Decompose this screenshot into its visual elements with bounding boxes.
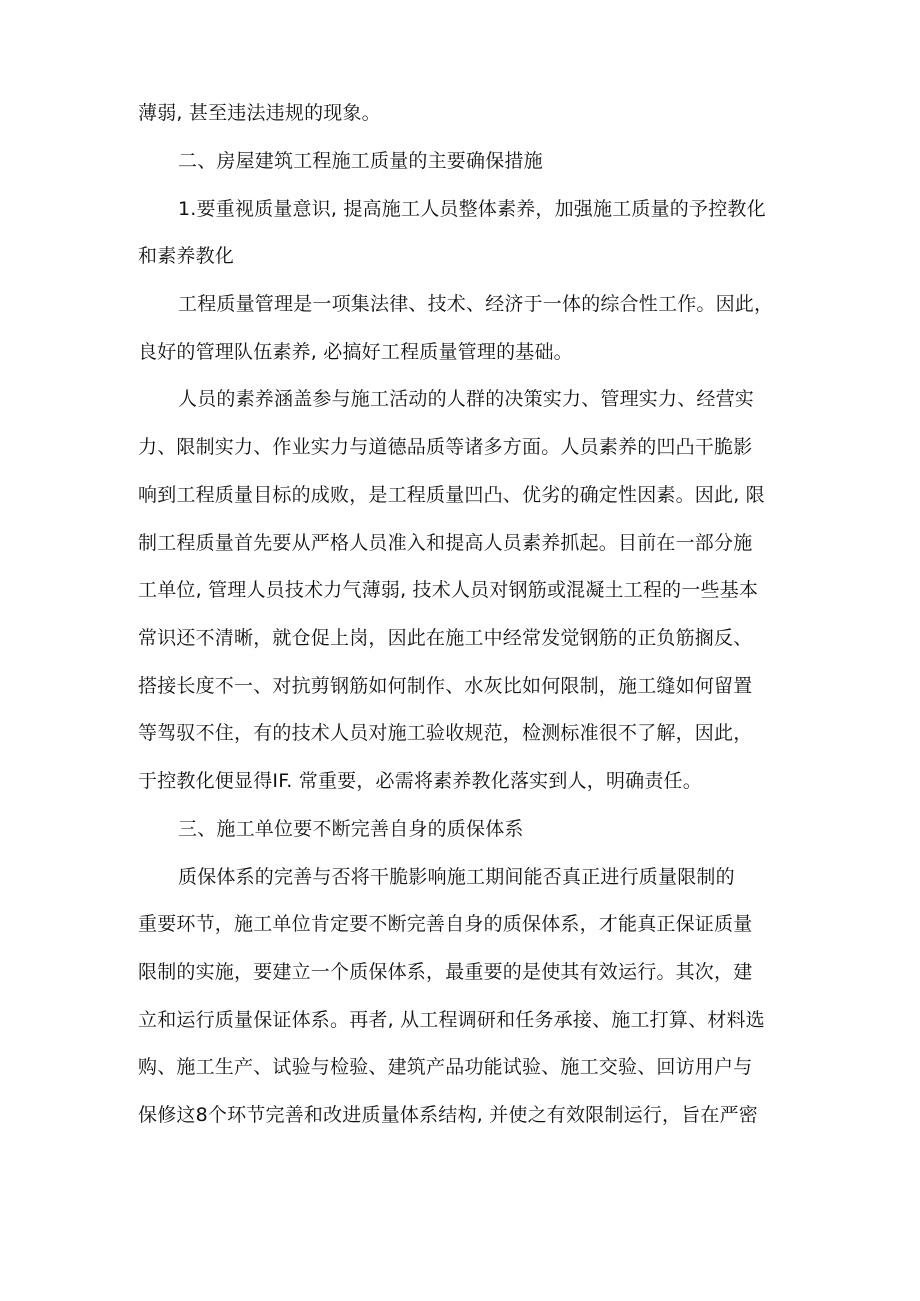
subsection-heading-continuation: 和素养教化 — [138, 245, 235, 267]
body-text-line: 常识还不清晰，就仓促上岗，因此在施工中经常发觉钢筋的正负筋搁反、 — [138, 627, 753, 649]
body-text-line: 购、施工生产、试验与检验、建筑产品功能试验、施工交验、回访用户与 — [138, 1056, 753, 1078]
body-text-line: 响到工程质量目标的成败，是工程质量凹凸、优劣的确定性因素。因此, 限 — [138, 484, 765, 506]
body-text-line: 薄弱, 甚至违法违规的现象。 — [138, 102, 381, 124]
body-text-line: 质保体系的完善与否将干脆影响施工期间能否真正进行质量限制的 — [178, 866, 735, 888]
body-text-line: 人员的素养涵盖参与施工活动的人群的决策实力、管理实力、经营实 — [178, 388, 755, 410]
body-text-line: 搭接长度不一、对抗剪钢筋如何制作、水灰比如何限制，施工缝如何留置 — [138, 675, 753, 697]
body-text-line: 制工程质量首先要从严格人员准入和提高人员素养抓起。目前在一部分施 — [138, 532, 753, 554]
body-text-line: 于控教化便显得IF. 常重要，必需将素养教化落实到人，明确责任。 — [138, 770, 702, 792]
body-text-line: 等驾驭不住，有的技术人员对施工验收规范，检测标准很不了解，因此， — [138, 722, 753, 744]
section-heading-2: 二、房屋建筑工程施工质量的主要确保措施 — [178, 150, 543, 172]
body-text-line: 限制的实施，要建立一个质保体系，最重要的是使其有效运行。其次，建 — [138, 961, 753, 983]
body-text-line: 工单位, 管理人员技术力气薄弱, 技术人员对钢筋或混凝土工程的一些基本 — [138, 579, 759, 601]
body-text-line: 力、限制实力、作业实力与道德品质等诸多方面。人员素养的凹凸干脆影 — [138, 436, 753, 458]
section-heading-3: 三、施工单位要不断完善自身的质保体系 — [178, 818, 524, 840]
subsection-heading-1: 1.要重视质量意识, 提高施工人员整体素养，加强施工质量的予控教化 — [178, 198, 766, 220]
body-text-line: 保修这8个环节完善和改进质量体系结构, 并使之有效限制运行，旨在严密 — [138, 1104, 758, 1126]
body-text-line: 工程质量管理是一项集法律、技术、经济于一体的综合性工作。因此， — [178, 293, 774, 315]
body-text-line: 良好的管理队伍素养, 必搞好工程质量管理的基础。 — [138, 341, 573, 363]
body-text-line: 重要环节，施工单位肯定要不断完善自身的质保体系，才能真正保证质量 — [138, 913, 753, 935]
body-text-line: 立和运行质量保证体系。再者, 从工程调研和任务承接、施工打算、材料选 — [138, 1009, 765, 1031]
